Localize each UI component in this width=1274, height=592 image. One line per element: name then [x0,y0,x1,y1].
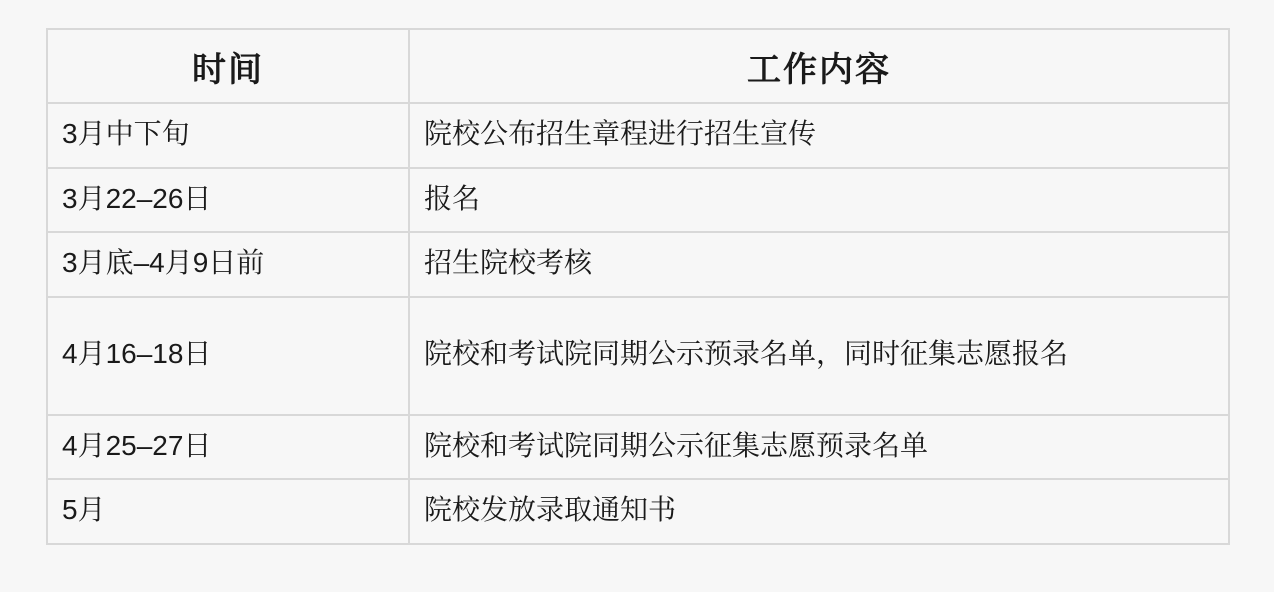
cell-content: 招生院校考核 [409,232,1229,297]
table-row [47,103,1229,168]
cell-time: 3月底–4月9日前 [47,232,409,297]
cell-time: 4月25–27日 [47,415,409,480]
table-row [47,232,1229,297]
table-body [47,103,1229,544]
cell-content: 院校和考试院同期公示征集志愿预录名单 [409,415,1229,480]
table-row [47,415,1229,480]
column-header-time: 时间 [47,29,409,103]
cell-content: 院校发放录取通知书 [409,479,1229,544]
table-row [47,297,1229,415]
table-header [47,29,1229,103]
cell-content: 院校公布招生章程进行招生宣传 [409,103,1229,168]
table-header-row [47,29,1229,103]
cell-time: 3月中下旬 [47,103,409,168]
admission-schedule-table [46,28,1230,545]
column-header-content: 工作内容 [409,29,1229,103]
cell-time: 3月22–26日 [47,168,409,233]
table-row [47,168,1229,233]
table-row [47,479,1229,544]
cell-time: 5月 [47,479,409,544]
cell-time: 4月16–18日 [47,297,409,415]
cell-content: 报名 [409,168,1229,233]
cell-content: 院校和考试院同期公示预录名单，同时征集志愿报名 [409,297,1229,415]
